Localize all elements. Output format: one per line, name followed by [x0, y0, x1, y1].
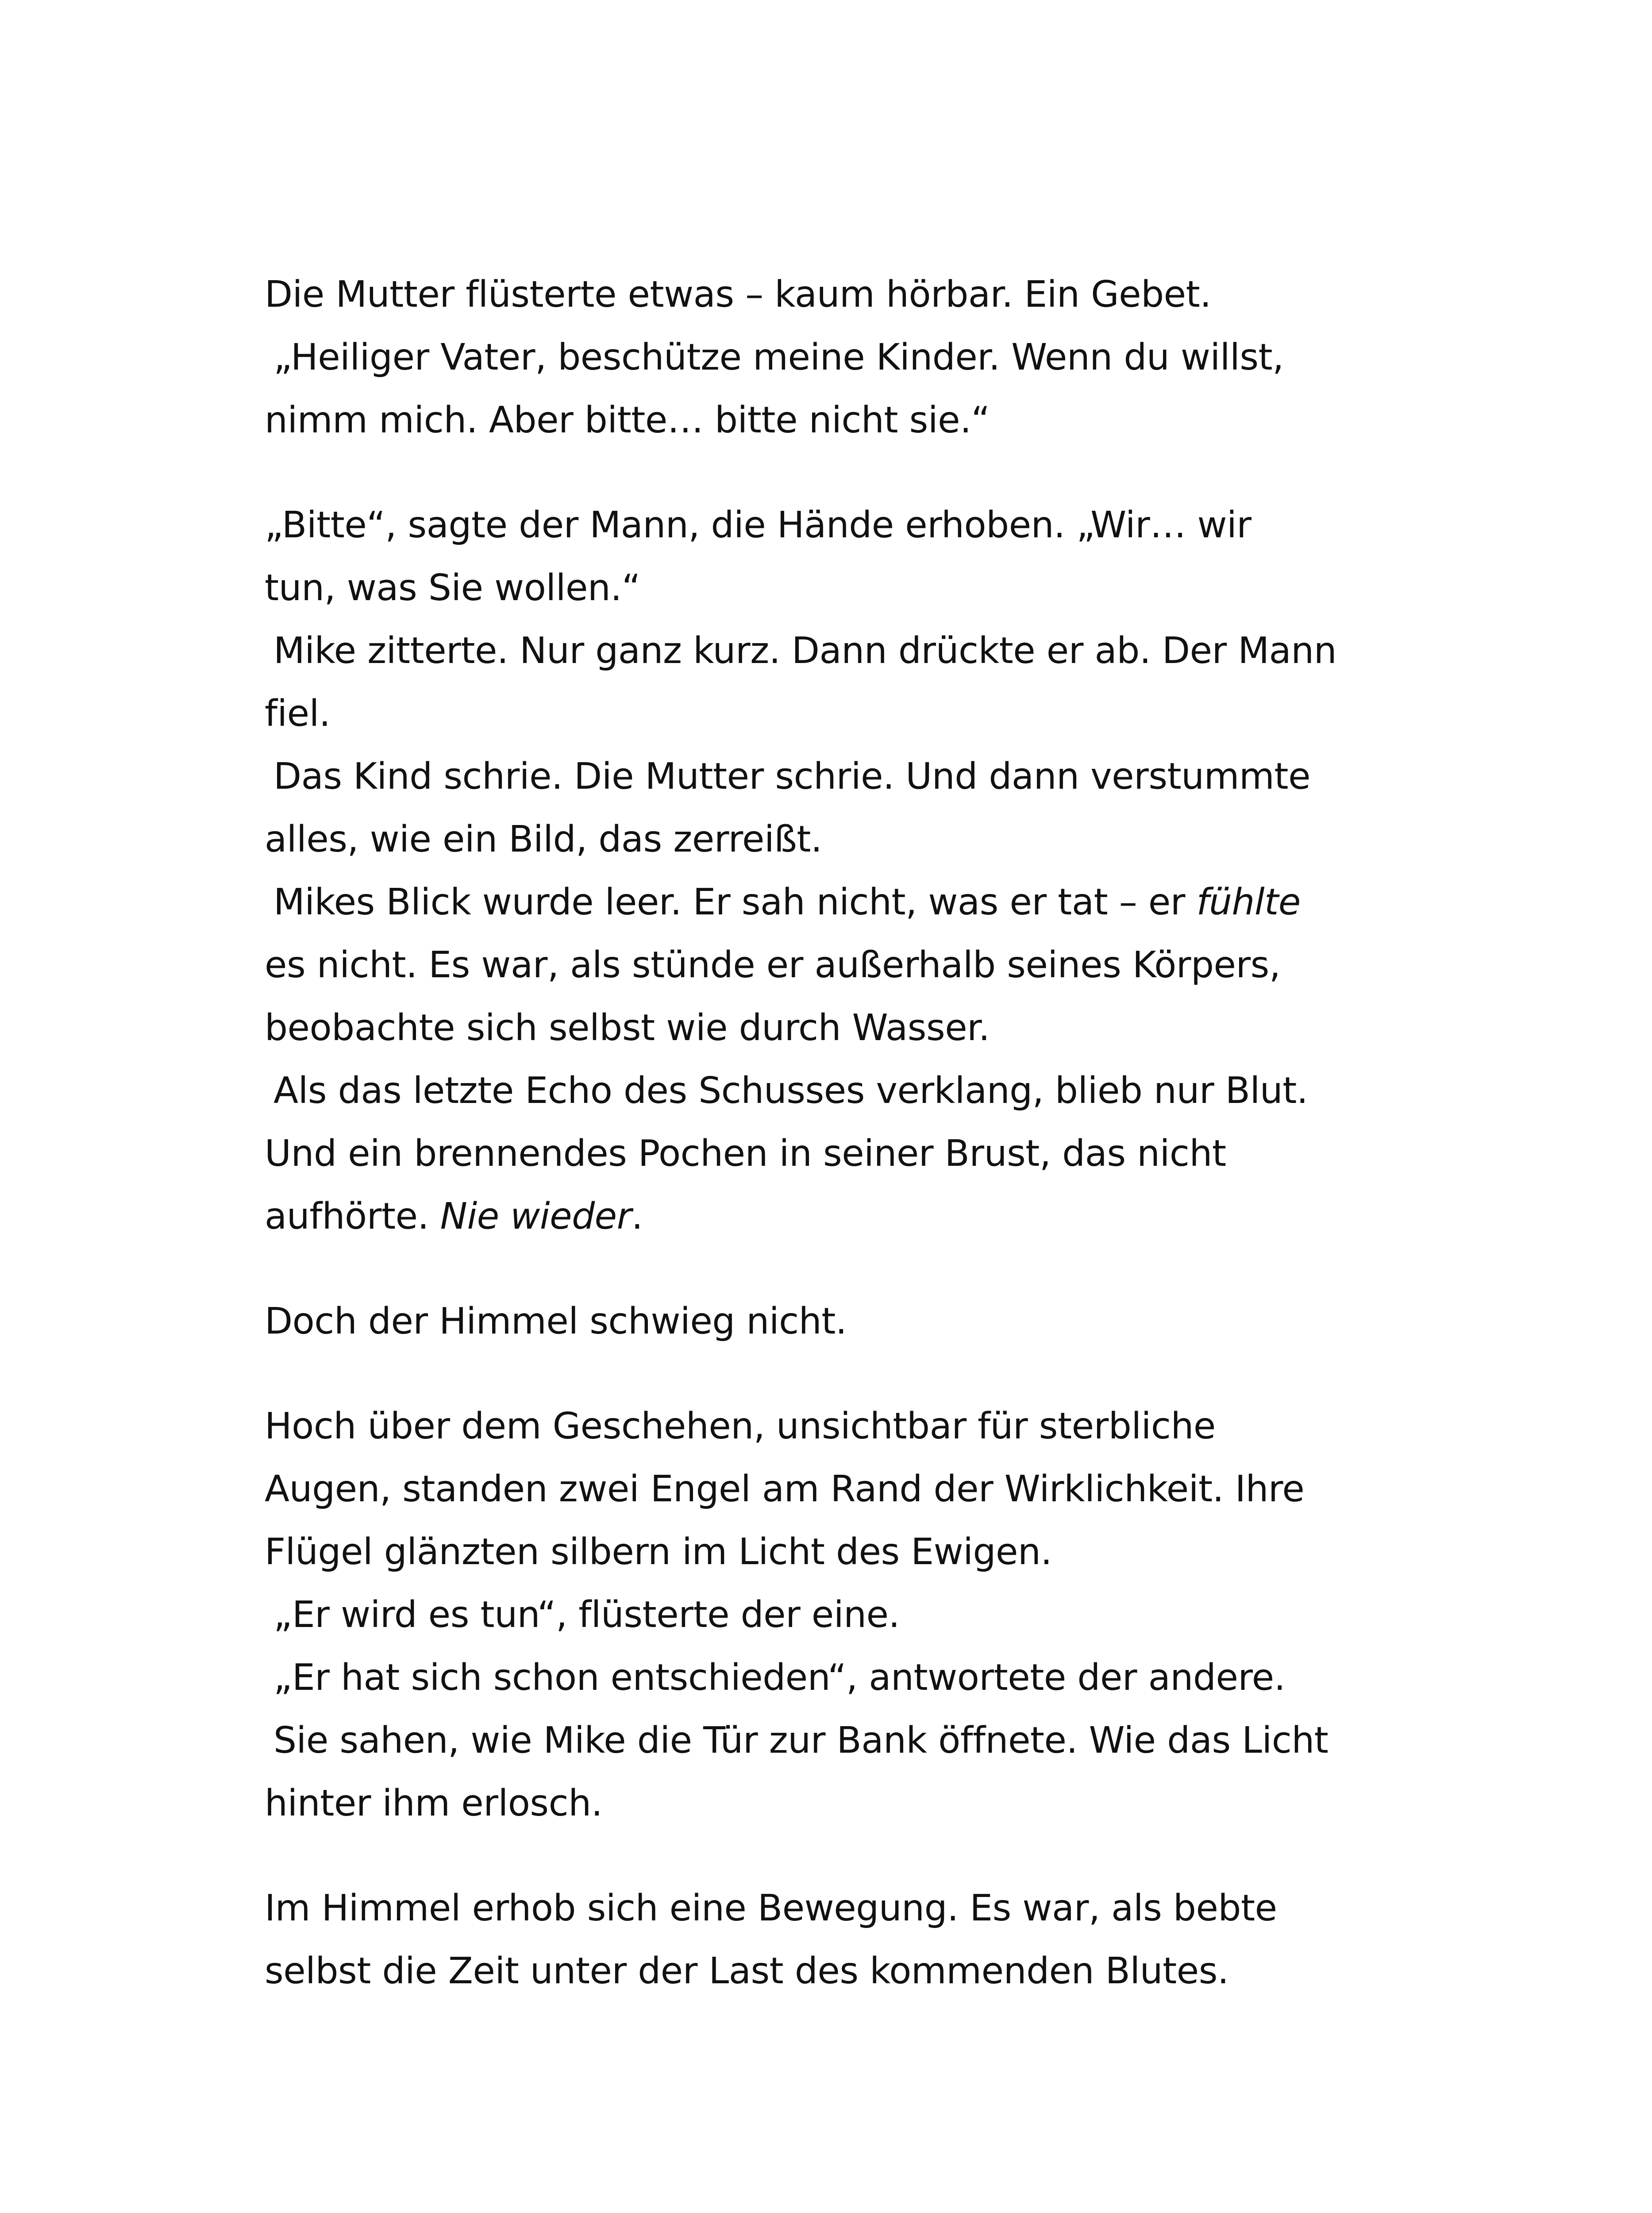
text-line: Sie sahen, wie Mike die Tür zur Bank öffnete. Wie das Licht — [273, 1720, 1329, 1762]
text-line: hinter ihm erlosch. — [265, 1782, 603, 1824]
text-line: „Heiliger Vater, beschütze meine Kinder. Wenn du willst, — [273, 336, 1284, 378]
text-line: alles, wie ein Bild, das zerreißt. — [265, 818, 822, 860]
text-line: Flügel glänzten silbern im Licht des Ewigen. — [265, 1531, 1052, 1573]
text-run: Mikes Blick wurde leer. Er sah nicht, was er tat – er — [273, 881, 1197, 923]
text-line: beobachte sich selbst wie durch Wasser. — [265, 1007, 990, 1049]
paragraph — [265, 494, 1398, 1248]
text-line — [265, 1185, 1398, 1248]
text-line: es nicht. Es war, als stünde er außerhalb seines Körpers, — [265, 944, 1281, 986]
text-line: selbst die Zeit unter der Last des kommenden Blutes. — [265, 1950, 1229, 1992]
paragraph — [265, 1877, 1398, 2003]
text-line: Im Himmel erhob sich eine Bewegung. Es war, als bebte — [265, 1887, 1277, 1929]
text-line: Als das letzte Echo des Schusses verklang, blieb nur Blut. — [273, 1070, 1308, 1112]
text-run: . — [631, 1195, 643, 1238]
paragraph — [265, 1395, 1398, 1835]
text-line: Und ein brennendes Pochen in seiner Brust, das nicht — [265, 1133, 1226, 1175]
text-line: Augen, standen zwei Engel am Rand der Wirklichkeit. Ihre — [265, 1468, 1305, 1510]
text-line: tun, was Sie wollen.“ — [265, 567, 640, 609]
text-run: aufhörte. — [265, 1195, 440, 1238]
emphasized-text: fühlte — [1196, 881, 1301, 923]
text-line: „Er hat sich schon entschieden“, antwortete der andere. — [273, 1657, 1286, 1699]
text-line: fiel. — [265, 693, 331, 735]
text-line: Mike zitterte. Nur ganz kurz. Dann drückte er ab. Der Mann — [273, 630, 1337, 672]
text-line: Die Mutter flüsterte etwas – kaum hörbar. Ein Gebet. — [265, 274, 1211, 316]
text-line: Das Kind schrie. Die Mutter schrie. Und dann verstummte — [273, 756, 1311, 798]
text-line: Doch der Himmel schwieg nicht. — [265, 1300, 847, 1342]
text-line: „Er wird es tun“, flüsterte der eine. — [273, 1594, 900, 1636]
text-line — [265, 871, 1398, 934]
paragraph — [265, 1290, 1398, 1353]
emphasized-text: Nie wieder — [440, 1195, 632, 1238]
document-body — [265, 263, 1398, 2003]
paragraph-gap — [265, 452, 1398, 494]
paragraph-gap — [265, 1353, 1398, 1395]
paragraph-gap — [265, 1835, 1398, 1877]
text-line: nimm mich. Aber bitte… bitte nicht sie.“ — [265, 399, 990, 441]
text-line: Hoch über dem Geschehen, unsichtbar für sterbliche — [265, 1405, 1216, 1447]
text-line: „Bitte“, sagte der Mann, die Hände erhoben. „Wir… wir — [265, 504, 1252, 546]
paragraph — [265, 263, 1398, 452]
paragraph-gap — [265, 1248, 1398, 1290]
